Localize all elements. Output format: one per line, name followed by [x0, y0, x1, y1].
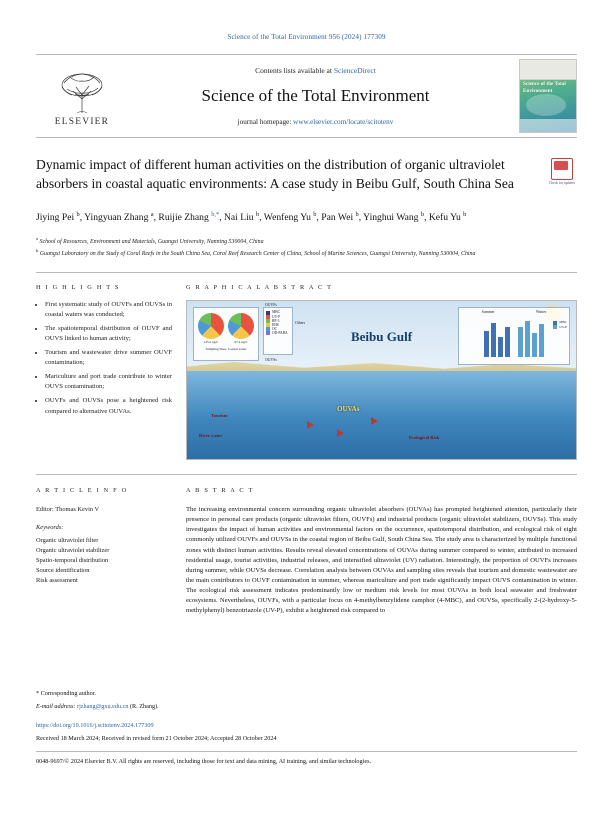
homepage-prefix: journal homepage: [237, 118, 294, 126]
journal-masthead [36, 54, 577, 138]
ga-winter-label: Winter [535, 310, 547, 315]
info-abstract-row [36, 486, 577, 616]
highlights-heading: H I G H L I G H T S [36, 284, 121, 292]
ga-legend [263, 307, 293, 355]
article-info-heading: A R T I C L E I N F O [36, 487, 128, 495]
journal-title: Science of the Total Environment [201, 86, 430, 105]
affiliation-a-text: School of Resources, Environment and Materials, Guangxi University, Nanning 530004, China [39, 238, 264, 245]
ga-sea [187, 371, 576, 459]
pie-caption: 145.2 ng/L [203, 340, 219, 345]
highlights-ga-row [36, 284, 577, 460]
keyword-item: Spatio-temporal distribution [36, 556, 109, 564]
flow-arrow-icon [337, 429, 344, 437]
cover-foot-band [520, 119, 576, 132]
graphical-abstract-heading: G R A P H I C A L A B S T R A C T [186, 284, 333, 292]
divider-2 [36, 474, 577, 475]
ga-pie-summer [198, 313, 224, 344]
keyword-item: Source identification [36, 566, 90, 574]
legend-label: MBC [559, 320, 567, 325]
list-item: • Tourism and wastewater drive summer OUVF contamination; [45, 348, 172, 368]
sciencedirect-link[interactable]: ScienceDirect [333, 66, 376, 75]
crossmark-badge[interactable] [547, 156, 577, 185]
ga-ouvss-label: OUVSs [265, 358, 277, 363]
abstract-text: The increasing environmental concern surrounding organic ultraviolet absorbers (OUVAs) has prompted heightened attention, particularly their presence in personal care products (organic ultraviolet filters, OUVFs) and industrial products (organic ultraviolet stabilizers, OUVSs). This study investigates the impact of human activities and environmental factors on the occurrence, spatiotemporal distribution, and ecological risk of eight commonly utilized OUVFs and OUVSs in the coastal region of Beibu Gulf, South China Sea. The study area is characterized by multiple functional zones with distinct human activities. Results reveal elevated concentrations of OUVAs during summer compared to winter, attributed to increased residential usage, tourist activities, industrial releases, and intensified ultraviolet (UV) radiation. Interestingly, the proportion of OUVFs increases during summer, while OUVSs decrease. Correlation analysis between OUVAs and sampling sites reveals that tourism and domestic wastewater are the main contributors to OUVF contamination in summer, whereas mariculture and port trade significantly impact OUVS contamination in winter. The ecological risk assessment indicates predominantly low or medium risk levels for most OUVAs in both local seawater and freshwater ecosystems. Nevertheless, OUVFs, with a particular focus on 4-methylbenzylidene camphor (4-MBC), and OUVSs, specifically 2-(2-hydroxy-5-methylphenyl) benzotriazole (UV-P), exhibit a heightened risk compared to [186, 506, 577, 615]
corresponding-author-note: * Corresponding author. [36, 690, 96, 698]
journal-cover-image [519, 59, 577, 133]
keywords-label: Keywords: [36, 524, 64, 532]
legend-label: UV-P [559, 324, 567, 329]
ga-others-label: Others [295, 321, 306, 326]
affiliation-b-text: Guangxi Laboratory on the Study of Coral Reefs in the South China Sea, Coral Reef Research Center of China, School of Marine Sciences, Guangxi University, Nanning 530004, China [39, 250, 476, 257]
highlights-list [36, 300, 172, 416]
doi-link[interactable]: https://doi.org/10.1016/j.scitotenv.2024.177309 [36, 722, 154, 730]
list-item: • The spatiotemporal distribution of OUVF and OUVS linked to human activity; [45, 324, 172, 344]
legend-label: EHS [272, 322, 279, 327]
masthead-center [128, 55, 503, 137]
ga-ecological-risk-label: Ecological Risk [409, 435, 440, 441]
bar-group-summer [484, 317, 510, 357]
ga-ouvfs-label: OUVFs [265, 303, 277, 308]
list-item: • OUVFs and OUVSs pose a heightened risk compared to alternative OUVAs. [45, 396, 172, 416]
pie-chart [228, 313, 254, 339]
abstract-section [186, 486, 577, 616]
affiliation-b: $^b$ Guangxi Laboratory on the Study of Coral Reefs in the South China Sea, Coral Reef Research Center of China, School of Marine Sciences, Guangxi University, Nanning 530004, China [36, 247, 476, 257]
publisher-name: ELSEVIER [54, 117, 110, 127]
legend-item [266, 331, 290, 335]
keyword-item: Organic ultraviolet stabilizer [36, 546, 110, 554]
publisher-logo [36, 55, 128, 137]
title-block [36, 156, 577, 194]
article-info-section [36, 486, 186, 616]
bar-group-winter [518, 317, 544, 357]
ga-pie-panel-caption: Sampling Sites, Coastal zones [205, 347, 247, 352]
crossmark-icon [551, 158, 573, 180]
email-owner: (R. Zhang). [128, 703, 159, 711]
ga-pie-panel [193, 307, 259, 361]
ga-ouvas-label: OUVAs [337, 405, 360, 414]
article-history: Received 18 March 2024; Received in revised form 21 October 2024; Accepted 28 October 2024 [36, 735, 277, 743]
legend-label: OD-PABA [272, 331, 288, 336]
keyword-item: Organic ultraviolet filter [36, 536, 99, 544]
list-item: • Mariculture and port trade contribute to winter OUVS contamination; [45, 372, 172, 392]
contents-prefix: Contents lists available at [255, 66, 334, 75]
cover-top-band [520, 60, 576, 80]
flow-arrow-icon [371, 417, 378, 425]
list-item: • First systematic study of OUVFs and OUVSs in coastal waters was conducted; [45, 300, 172, 320]
editor-line: Editor: Thomas Kevin V [36, 506, 100, 514]
homepage-link[interactable]: www.elsevier.com/locate/scitotenv [293, 118, 394, 126]
legend-label: BP-3 [272, 318, 280, 323]
keyword-item: Risk assessment [36, 576, 78, 584]
contents-line [255, 66, 376, 75]
page-footer [36, 689, 577, 767]
pie-chart [198, 313, 224, 339]
author-list: Jiying Pei $^b$, Yingyuan Zhang $^a$, Ruijie Zhang $^{b,*}$, Nai Liu $^b$, Wenfeng Yu $^b$, Pan Wei $^b$, Yinghui Wang $^b$, Kefu Yu $^b$ [36, 210, 467, 223]
cover-title: Science of the Total Environment [523, 81, 566, 94]
copyright-line: 0048-9697/© 2024 Elsevier B.V. All rights are reserved, including those for text and data mining, AI training, and similar technologies. [36, 758, 372, 766]
bar-legend [553, 320, 567, 328]
page-title: Dynamic impact of different human activities on the distribution of organic ultraviolet absorbers in coastal aquatic environments: A case study in Beibu Gulf, South China Sea [36, 157, 514, 191]
journal-homepage-line [238, 118, 394, 126]
masthead-right [503, 55, 577, 137]
flow-arrow-icon [307, 421, 314, 429]
affiliations [36, 235, 577, 260]
divider-1 [36, 272, 577, 273]
cover-blob [526, 94, 566, 116]
legend-label: MBC [272, 310, 280, 315]
legend-label: OC [272, 327, 277, 332]
ga-bar-panel [458, 307, 570, 365]
email-link[interactable]: rjzhang@gxu.edu.cn [77, 703, 129, 711]
email-label: E-mail address: [36, 703, 78, 711]
footer-divider [36, 751, 577, 752]
ga-river-water-label: River water [199, 433, 223, 439]
abstract-heading: A B S T R A C T [186, 487, 255, 495]
affiliation-a: $^a$ School of Resources, Environment and Materials, Guangxi University, Nanning 530004, China [36, 235, 264, 245]
ga-figure-title: Beibu Gulf [350, 329, 413, 345]
ga-summer-label: Summer [481, 310, 495, 315]
running-head: Science of the Total Environment 956 (2024) 177309 [227, 33, 386, 41]
ga-pie-winter [228, 313, 254, 344]
crossmark-label: Check for updates [548, 181, 576, 185]
ga-tourism-label: Tourism [211, 413, 228, 419]
pie-caption: 97.4 ng/L [234, 340, 248, 345]
legend-item [553, 325, 567, 329]
legend-label: UV-P [272, 314, 281, 319]
graphical-abstract-figure [186, 300, 577, 460]
graphical-abstract-section [186, 284, 577, 460]
highlights-section [36, 284, 186, 460]
corresponding-email-line [36, 702, 577, 712]
elsevier-tree-icon [51, 69, 113, 115]
